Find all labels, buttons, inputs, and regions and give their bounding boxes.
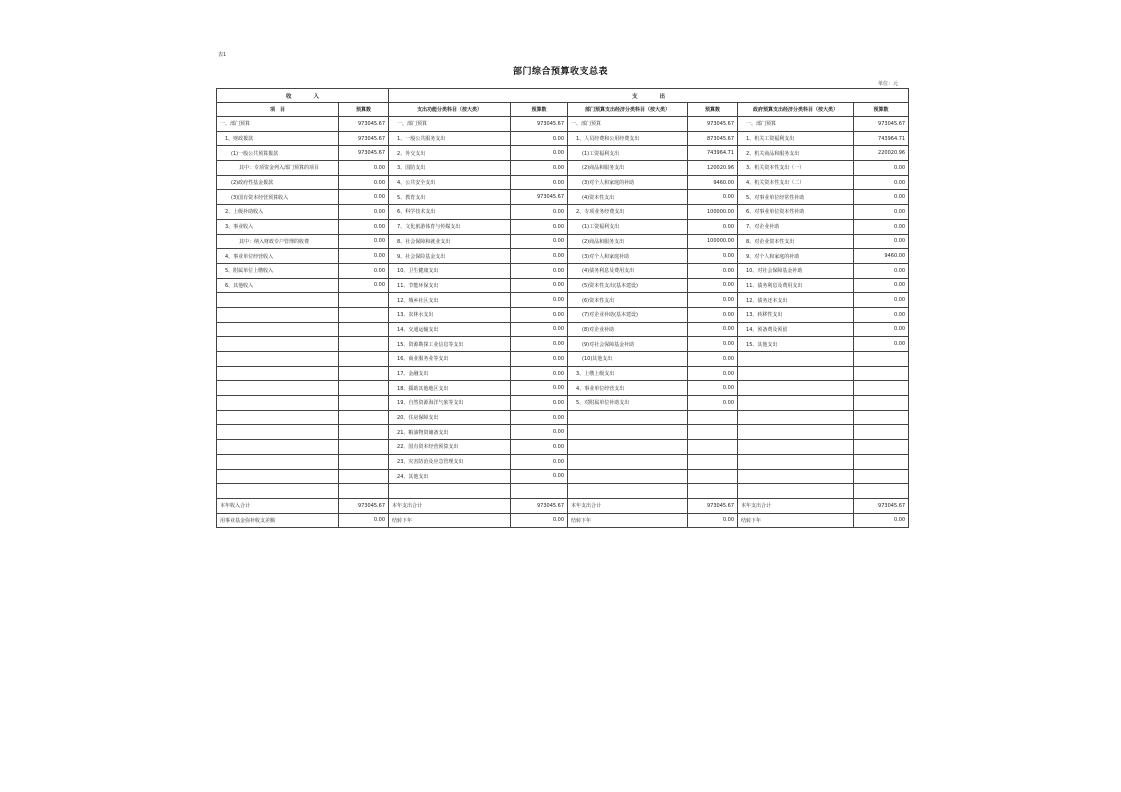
item-cell: 5、对事业单位经常性补助: [738, 190, 854, 205]
amount-cell: 100000.00: [688, 234, 738, 249]
table-row: [217, 117, 909, 132]
amount-cell: [511, 484, 568, 499]
item-cell: 18、援助其他地区支出: [389, 381, 511, 396]
amount-cell: 873045.67: [688, 131, 738, 146]
amount-cell: 220020.96: [854, 146, 909, 161]
item-cell: [217, 484, 339, 499]
income-header: 收 入: [217, 89, 389, 103]
amount-cell: 0.00: [688, 396, 738, 411]
amount-cell: 0.00: [511, 337, 568, 352]
amount-cell: 0.00: [511, 249, 568, 264]
amount-cell: 0.00: [511, 469, 568, 484]
amount-cell: 0.00: [511, 307, 568, 322]
amount-cell: 973045.67: [511, 190, 568, 205]
col-dept-econ-header: 部门预算支出经济分类科目（按大类）: [568, 103, 688, 117]
amount-cell: 0.00: [339, 249, 389, 264]
item-cell: 22、国有资本经营预算支出: [389, 440, 511, 455]
item-cell: [738, 469, 854, 484]
amount-cell: 0.00: [511, 146, 568, 161]
item-cell: [568, 469, 688, 484]
item-cell: [217, 337, 339, 352]
item-cell: [738, 425, 854, 440]
amount-cell: 0.00: [688, 263, 738, 278]
item-cell: 2、外交支出: [389, 146, 511, 161]
item-cell: 12、债务还本支出: [738, 293, 854, 308]
item-cell: (1)工资福利支出: [568, 146, 688, 161]
table-body: [217, 117, 909, 528]
table-row: [217, 337, 909, 352]
item-cell: 12、城乡社区支出: [389, 293, 511, 308]
item-cell: 13、转移性支出: [738, 307, 854, 322]
item-cell: (9)对社会保障基金补助: [568, 337, 688, 352]
item-cell: [738, 396, 854, 411]
amount-cell: 0.00: [854, 293, 909, 308]
amount-cell: 0.00: [854, 190, 909, 205]
amount-cell: 0.00: [511, 219, 568, 234]
amount-cell: 0.00: [688, 352, 738, 367]
amount-cell: 0.00: [511, 410, 568, 425]
item-cell: 11、债务利息及费用支出: [738, 278, 854, 293]
item-cell: 本年支出合计: [568, 498, 688, 513]
table-row: [217, 440, 909, 455]
amount-cell: 100000.00: [688, 205, 738, 220]
amount-cell: 0.00: [854, 513, 909, 528]
page-title: 部门综合预算收支总表: [512, 67, 608, 77]
table-row: [217, 425, 909, 440]
amount-cell: 0.00: [854, 322, 909, 337]
table-row: [217, 234, 909, 249]
item-cell: (2)政府性基金拨款: [217, 175, 339, 190]
amount-cell: 0.00: [688, 337, 738, 352]
item-cell: 17、金融支出: [389, 366, 511, 381]
item-cell: [738, 484, 854, 499]
item-cell: [217, 425, 339, 440]
item-cell: [217, 440, 339, 455]
amount-cell: [339, 293, 389, 308]
amount-cell: [854, 366, 909, 381]
table-row: [217, 175, 909, 190]
table-row: [217, 352, 909, 367]
item-cell: [217, 293, 339, 308]
item-cell: 14、预备费及预留: [738, 322, 854, 337]
item-cell: 3、国防支出: [389, 161, 511, 176]
amount-cell: 0.00: [511, 366, 568, 381]
amount-cell: 973045.67: [688, 498, 738, 513]
amount-cell: 973045.67: [339, 131, 389, 146]
amount-cell: 0.00: [511, 205, 568, 220]
item-cell: 4、事业单位经营收入: [217, 249, 339, 264]
table-row: [217, 263, 909, 278]
item-cell: [217, 322, 339, 337]
table-row: [217, 381, 909, 396]
amount-cell: [688, 440, 738, 455]
amount-cell: 0.00: [511, 161, 568, 176]
table-row: [217, 366, 909, 381]
item-cell: 6、对事业单位资本性补助: [738, 205, 854, 220]
amount-cell: 743964.71: [854, 131, 909, 146]
item-cell: (3)国有资本经营预算收入: [217, 190, 339, 205]
table-header-group-row: [217, 89, 909, 103]
amount-cell: [339, 322, 389, 337]
item-cell: 本年支出合计: [738, 498, 854, 513]
col-project-header: 项 目: [217, 103, 339, 117]
table-row: [217, 146, 909, 161]
item-cell: 2、上级补助收入: [217, 205, 339, 220]
amount-cell: 0.00: [854, 161, 909, 176]
item-cell: 10、卫生健康支出: [389, 263, 511, 278]
amount-cell: 120020.96: [688, 161, 738, 176]
page-label: 表1: [218, 52, 227, 58]
item-cell: 3、事业收入: [217, 219, 339, 234]
item-cell: [389, 484, 511, 499]
item-cell: 11、节能环保支出: [389, 278, 511, 293]
amount-cell: 0.00: [511, 131, 568, 146]
item-cell: (6)资本性支出: [568, 293, 688, 308]
item-cell: 结转下年: [389, 513, 511, 528]
unit-label: 单位：元: [878, 81, 899, 87]
amount-cell: [339, 454, 389, 469]
amount-cell: [339, 425, 389, 440]
amount-cell: 0.00: [854, 219, 909, 234]
expense-header: 支 出: [389, 89, 909, 103]
item-cell: 14、交通运输支出: [389, 322, 511, 337]
item-cell: (10)其他支出: [568, 352, 688, 367]
item-cell: 24、其他支出: [389, 469, 511, 484]
amount-cell: [854, 396, 909, 411]
table-row: [217, 484, 909, 499]
col-gov-econ-header: 政府预算支出经济分类科目（按大类）: [738, 103, 854, 117]
amount-cell: 973045.67: [511, 498, 568, 513]
col-budget-header: 预算数: [688, 103, 738, 117]
item-cell: 2、专项业务经费支出: [568, 205, 688, 220]
amount-cell: 0.00: [688, 322, 738, 337]
amount-cell: 0.00: [339, 161, 389, 176]
item-cell: 5、教育支出: [389, 190, 511, 205]
amount-cell: 9460.00: [854, 249, 909, 264]
table-row: [217, 469, 909, 484]
item-cell: 7、对企业补助: [738, 219, 854, 234]
item-cell: (8)对企业补助: [568, 322, 688, 337]
amount-cell: 0.00: [688, 381, 738, 396]
item-cell: [217, 469, 339, 484]
table-row: [217, 190, 909, 205]
amount-cell: 9460.00: [688, 175, 738, 190]
item-cell: (7)对企业补助(基本建设): [568, 307, 688, 322]
amount-cell: 0.00: [511, 454, 568, 469]
item-cell: 9、对个人和家庭的补助: [738, 249, 854, 264]
amount-cell: 973045.67: [854, 498, 909, 513]
amount-cell: [854, 352, 909, 367]
amount-cell: 0.00: [688, 190, 738, 205]
amount-cell: [688, 484, 738, 499]
amount-cell: [688, 425, 738, 440]
amount-cell: 0.00: [339, 234, 389, 249]
item-cell: 1、一般公共服务支出: [389, 131, 511, 146]
amount-cell: [854, 469, 909, 484]
item-cell: 4、事业单位经营支出: [568, 381, 688, 396]
table-row: [217, 410, 909, 425]
amount-cell: [339, 484, 389, 499]
amount-cell: 0.00: [511, 234, 568, 249]
item-cell: 13、农林水支出: [389, 307, 511, 322]
amount-cell: 0.00: [511, 322, 568, 337]
item-cell: 用事业基金弥补收支差额: [217, 513, 339, 528]
amount-cell: 0.00: [339, 278, 389, 293]
item-cell: [738, 352, 854, 367]
table-row: [217, 293, 909, 308]
amount-cell: 973045.67: [511, 117, 568, 132]
table-row: [217, 396, 909, 411]
item-cell: 3、机关资本性支出（一）: [738, 161, 854, 176]
amount-cell: 0.00: [511, 175, 568, 190]
item-cell: [568, 484, 688, 499]
item-cell: 其中：专项资金列入部门预算的项目: [217, 161, 339, 176]
table-row: [217, 205, 909, 220]
amount-cell: 0.00: [688, 249, 738, 264]
item-cell: 8、社会保障和就业支出: [389, 234, 511, 249]
amount-cell: 0.00: [511, 513, 568, 528]
table-row: [217, 307, 909, 322]
item-cell: [738, 410, 854, 425]
item-cell: 5、附属单位上缴收入: [217, 263, 339, 278]
amount-cell: 0.00: [339, 205, 389, 220]
col-budget-header: 预算数: [511, 103, 568, 117]
item-cell: 4、机关资本性支出（二）: [738, 175, 854, 190]
item-cell: 15、资源勘探工业信息等支出: [389, 337, 511, 352]
item-cell: 一、部门预算: [738, 117, 854, 132]
amount-cell: [688, 454, 738, 469]
amount-cell: 0.00: [688, 278, 738, 293]
item-cell: 结转下年: [568, 513, 688, 528]
item-cell: 5、对附属单位补助支出: [568, 396, 688, 411]
amount-cell: 0.00: [511, 381, 568, 396]
table-row: [217, 454, 909, 469]
item-cell: (2)商品和服务支出: [568, 161, 688, 176]
col-func-header: 支出功能分类科目（按大类）: [389, 103, 511, 117]
col-budget-header: 预算数: [854, 103, 909, 117]
total-row: [217, 513, 909, 528]
item-cell: 9、社会保险基金支出: [389, 249, 511, 264]
amount-cell: [339, 410, 389, 425]
amount-cell: 0.00: [854, 205, 909, 220]
amount-cell: [339, 381, 389, 396]
amount-cell: [854, 484, 909, 499]
item-cell: [217, 381, 339, 396]
amount-cell: 0.00: [688, 293, 738, 308]
amount-cell: 0.00: [688, 513, 738, 528]
amount-cell: [339, 307, 389, 322]
amount-cell: [339, 440, 389, 455]
item-cell: (1)一般公共预算拨款: [217, 146, 339, 161]
amount-cell: [854, 440, 909, 455]
item-cell: 结转下年: [738, 513, 854, 528]
amount-cell: 0.00: [688, 219, 738, 234]
item-cell: [738, 366, 854, 381]
amount-cell: 973045.67: [339, 117, 389, 132]
item-cell: (4)债务利息及费用支出: [568, 263, 688, 278]
amount-cell: 0.00: [854, 234, 909, 249]
item-cell: [217, 454, 339, 469]
amount-cell: [339, 366, 389, 381]
item-cell: [217, 396, 339, 411]
item-cell: 本年收入合计: [217, 498, 339, 513]
amount-cell: 0.00: [339, 219, 389, 234]
amount-cell: 0.00: [511, 278, 568, 293]
item-cell: (5)资本性支出(基本建设): [568, 278, 688, 293]
item-cell: 20、住房保障支出: [389, 410, 511, 425]
amount-cell: [339, 396, 389, 411]
item-cell: 本年支出合计: [389, 498, 511, 513]
item-cell: (1)工资福利支出: [568, 219, 688, 234]
item-cell: (4)资本性支出: [568, 190, 688, 205]
item-cell: 19、自然资源海洋气象等支出: [389, 396, 511, 411]
amount-cell: 0.00: [339, 190, 389, 205]
item-cell: 一、部门预算: [217, 117, 339, 132]
item-cell: [568, 454, 688, 469]
item-cell: 16、商业服务业等支出: [389, 352, 511, 367]
item-cell: 1、财政拨款: [217, 131, 339, 146]
amount-cell: [339, 352, 389, 367]
item-cell: 一、部门预算: [568, 117, 688, 132]
total-row: [217, 498, 909, 513]
amount-cell: 0.00: [854, 278, 909, 293]
item-cell: [217, 307, 339, 322]
item-cell: 6、其他收入: [217, 278, 339, 293]
amount-cell: 0.00: [688, 307, 738, 322]
amount-cell: 973045.67: [339, 498, 389, 513]
amount-cell: [339, 469, 389, 484]
item-cell: 3、上缴上级支出: [568, 366, 688, 381]
item-cell: [568, 410, 688, 425]
item-cell: 1、机关工资福利支出: [738, 131, 854, 146]
amount-cell: 0.00: [511, 293, 568, 308]
item-cell: 15、其他支出: [738, 337, 854, 352]
table-row: [217, 219, 909, 234]
item-cell: [568, 440, 688, 455]
amount-cell: [688, 410, 738, 425]
item-cell: 10、对社会保障基金补助: [738, 263, 854, 278]
item-cell: 一、部门预算: [389, 117, 511, 132]
amount-cell: 0.00: [854, 175, 909, 190]
amount-cell: 973045.67: [339, 146, 389, 161]
amount-cell: 973045.67: [688, 117, 738, 132]
amount-cell: [339, 337, 389, 352]
item-cell: 其中：纳入财政专户管理的收费: [217, 234, 339, 249]
item-cell: 2、机关商品和服务支出: [738, 146, 854, 161]
amount-cell: 0.00: [511, 425, 568, 440]
table-row: [217, 278, 909, 293]
item-cell: (2)商品和服务支出: [568, 234, 688, 249]
item-cell: [217, 366, 339, 381]
item-cell: [738, 454, 854, 469]
col-budget-header: 预算数: [339, 103, 389, 117]
amount-cell: 0.00: [511, 263, 568, 278]
amount-cell: 743964.71: [688, 146, 738, 161]
amount-cell: 973045.67: [854, 117, 909, 132]
item-cell: [217, 352, 339, 367]
table-row: [217, 249, 909, 264]
amount-cell: 0.00: [854, 263, 909, 278]
amount-cell: 0.00: [688, 366, 738, 381]
table-row: [217, 322, 909, 337]
amount-cell: 0.00: [854, 307, 909, 322]
amount-cell: 0.00: [511, 396, 568, 411]
table-row: [217, 131, 909, 146]
amount-cell: 0.00: [339, 175, 389, 190]
item-cell: 6、科学技术支出: [389, 205, 511, 220]
table-row: [217, 161, 909, 176]
item-cell: 21、粮油物资储备支出: [389, 425, 511, 440]
item-cell: (3)对个人和家庭的补助: [568, 175, 688, 190]
budget-summary-table: [216, 88, 909, 528]
amount-cell: 0.00: [339, 513, 389, 528]
item-cell: [217, 410, 339, 425]
amount-cell: [854, 410, 909, 425]
amount-cell: [688, 469, 738, 484]
item-cell: 23、灾害防治及应急管理支出: [389, 454, 511, 469]
amount-cell: [854, 425, 909, 440]
item-cell: 7、文化旅游体育与传媒支出: [389, 219, 511, 234]
item-cell: 8、对企业资本性支出: [738, 234, 854, 249]
item-cell: [738, 440, 854, 455]
item-cell: (3)对个人和家庭补助: [568, 249, 688, 264]
amount-cell: 0.00: [854, 337, 909, 352]
amount-cell: 0.00: [511, 440, 568, 455]
item-cell: [568, 425, 688, 440]
amount-cell: [854, 381, 909, 396]
amount-cell: [854, 454, 909, 469]
item-cell: [738, 381, 854, 396]
table-header-row: [217, 103, 909, 117]
item-cell: 1、人员经费和公用经费支出: [568, 131, 688, 146]
item-cell: 4、公共安全支出: [389, 175, 511, 190]
amount-cell: 0.00: [511, 352, 568, 367]
amount-cell: 0.00: [339, 263, 389, 278]
